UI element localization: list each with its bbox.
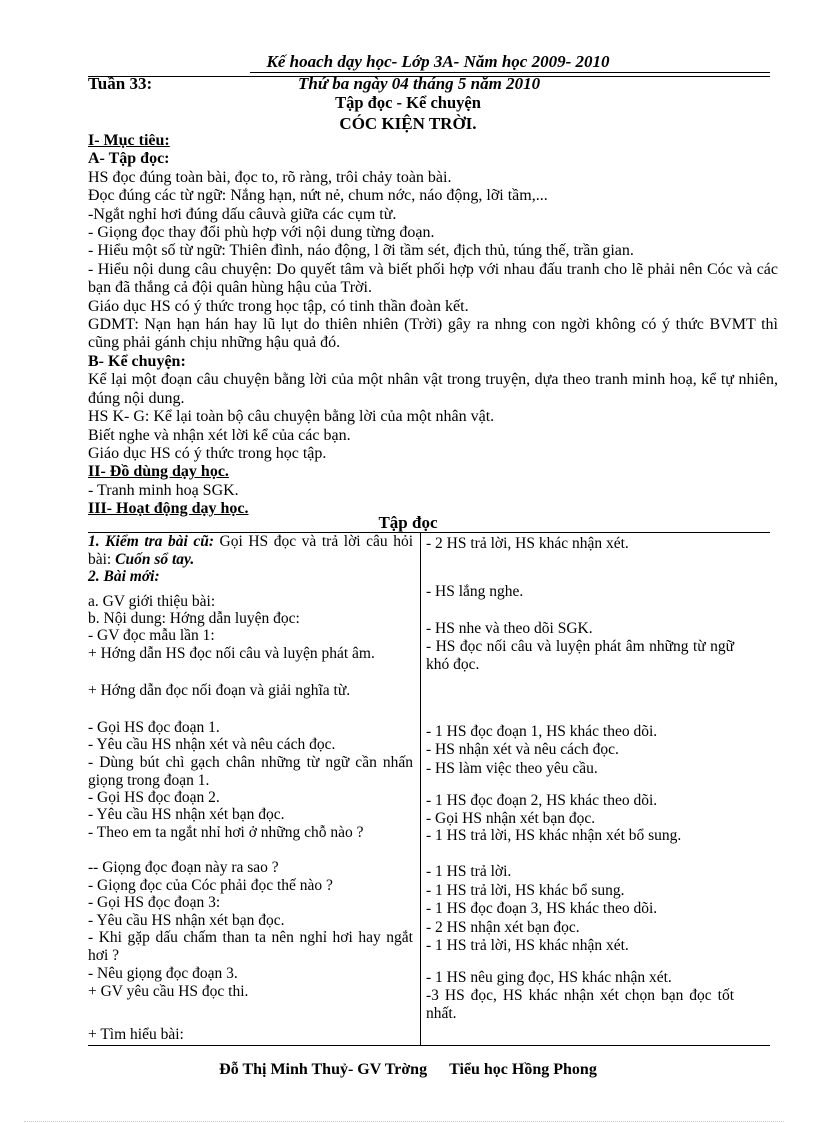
- part-a-line: - Hiểu một số từ ngữ: Thiên đình, náo động, l ỡi tầm sét, địch thủ, túng thế, trần gian.: [88, 242, 634, 260]
- review-text: Gọi HS đọc và trả lời câu hỏi bài:: [88, 533, 414, 568]
- table-title: Tập đọc: [378, 513, 438, 532]
- part-a-line: -Ngắt nghỉ hơi đúng dấu câuvà giữa các cụm từ.: [88, 205, 397, 223]
- part-b-line: HS K- G: Kể lại toàn bộ câu chuyện bằng lời của một nhân vật.: [88, 408, 495, 426]
- table-row: - HS làm việc theo yêu cầu.: [426, 760, 598, 777]
- table-row: + Hớng dẫn đọc nối đoạn và giải nghĩa từ.: [88, 682, 351, 699]
- table-row: - 1 HS trả lời.: [426, 863, 512, 880]
- plan-title: Kế hoach dạy học- Lớp 3A- Năm học 2009- 2010: [266, 52, 610, 71]
- footer-school: Tiểu học Hồng Phong: [449, 1061, 597, 1078]
- materials-line: - Tranh minh hoạ SGK.: [88, 481, 239, 499]
- part-b-line: Kể lại một đoạn câu chuyện bằng lời của một nhân vật trong truyện, dựa theo tranh minh hoạ, kể tự nhiên, đúng nội dung.: [88, 371, 778, 407]
- footer-author: Đỗ Thị Minh Thuỷ- GV Trờng: [219, 1061, 428, 1078]
- table-row: - 1 HS trả lời, HS khác nhận xét bổ sung.: [426, 827, 682, 844]
- table-row: - Nêu giọng đọc đoạn 3.: [88, 965, 238, 982]
- table-row: + Hớng dẫn HS đọc nối câu và luyện phát âm.: [88, 645, 375, 662]
- table-row: - Gọi HS nhận xét bạn đọc.: [426, 810, 596, 827]
- table-row: - 1 HS đọc đoạn 1, HS khác theo dõi.: [426, 723, 658, 740]
- part-a-line: Đọc đúng các từ ngữ: Nắng hạn, nứt nẻ, chum nớc, náo động, lỡi tầm,...: [88, 187, 548, 205]
- table-row: - 1 HS nêu ging đọc, HS khác nhận xét.: [426, 969, 672, 986]
- part-a-line: Giáo dục HS có ý thức trong học tập, có tinh thần đoàn kết.: [88, 297, 469, 315]
- table-bottom-rule: [88, 1045, 770, 1046]
- section-heading-activities: III- Hoạt động dạy học.: [88, 500, 249, 518]
- table-row: - Gọi HS đọc đoạn 3:: [88, 894, 221, 911]
- lesson-date: Thứ ba ngày 04 tháng 5 năm 2010: [298, 74, 541, 93]
- plan-header: [0, 52, 816, 72]
- table-row: - 1 HS trả lời, HS khác nhận xét.: [426, 937, 629, 954]
- part-b-line: Giáo dục HS có ý thức trong học tập.: [88, 444, 327, 462]
- table-row: - Giọng đọc của Cóc phải đọc thế nào ?: [88, 877, 333, 894]
- review-label: 1. Kiểm tra bài cũ:: [88, 533, 214, 550]
- lesson-title: CÓC KIỆN TRỜI.: [339, 114, 477, 133]
- objectives-section: [88, 132, 778, 519]
- header-rule: [250, 72, 770, 73]
- table-row: + Tìm hiểu bài:: [88, 1026, 184, 1043]
- table-row: - HS nhe và theo dõi SGK.: [426, 620, 593, 637]
- table-row: a. GV giới thiệu bài:: [88, 593, 216, 610]
- table-row: - Yêu cầu HS nhận xét và nêu cách đọc.: [88, 736, 336, 753]
- table-column-divider: [420, 532, 421, 1046]
- table-row: - HS lắng nghe.: [426, 583, 524, 600]
- table-row: - 1 HS đọc đoạn 3, HS khác theo dõi.: [426, 900, 658, 917]
- review-book: Cuốn sổ tay.: [115, 550, 195, 568]
- table-row: - 1 HS trả lời, HS khác bổ sung.: [426, 882, 625, 899]
- table-row: - Yêu cầu HS nhận xét bạn đọc.: [88, 806, 285, 823]
- table-row: [88, 533, 413, 568]
- table-row: - 2 HS nhận xét bạn đọc.: [426, 919, 580, 936]
- table-row: - Yêu cầu HS nhận xét bạn đọc.: [88, 912, 285, 929]
- table-row: - Dùng bút chì gạch chân những từ ngữ cần nhấn giọng trong đoạn 1.: [88, 754, 413, 789]
- table-row: - HS đọc nối câu và luyện phát âm những từ ngữ khó đọc.: [426, 638, 734, 673]
- week-label: Tuần 33:: [88, 74, 153, 93]
- part-a-line: HS đọc đúng toàn bài, đọc to, rõ ràng, trôi chảy toàn bài.: [88, 168, 452, 186]
- bottom-dotted-rule: [24, 1121, 784, 1122]
- part-a-heading: A- Tập đọc:: [88, 150, 170, 168]
- table-row: - HS nhận xét và nêu cách đọc.: [426, 741, 619, 758]
- table-row: b. Nội dung: Hớng dẫn luyện đọc:: [88, 610, 300, 627]
- part-a-line: GDMT: Nạn hạn hán hay lũ lụt do thiên nhiên (Trời) gây ra nhng con ngời không có ý thức BVMT thì cũng phải gánh chịu những hậu quả đó.: [88, 316, 778, 352]
- part-a-line: - Giọng đọc thay đổi phù hợp với nội dung từng đoạn.: [88, 224, 435, 242]
- table-row: -- Giọng đọc đoạn này ra sao ?: [88, 859, 279, 876]
- page-footer: [0, 1061, 816, 1079]
- table-row: - Gọi HS đọc đoạn 1.: [88, 719, 220, 736]
- table-row: - Theo em ta ngắt nhỉ hơi ở những chỗ nào ?: [88, 824, 364, 841]
- table-row: + GV yêu cầu HS đọc thi.: [88, 983, 249, 1000]
- section-heading-objectives: I- Mục tiêu:: [88, 132, 170, 149]
- table-row: - 2 HS trả lời, HS khác nhận xét.: [426, 535, 629, 552]
- table-row: - 1 HS đọc đoạn 2, HS khác theo dõi.: [426, 792, 658, 809]
- part-b-heading: B- Kể chuyện:: [88, 352, 186, 370]
- table-row: 2. Bài mới:: [88, 568, 160, 585]
- table-row: -3 HS đọc, HS khác nhận xét chọn bạn đọc tốt nhất.: [426, 987, 734, 1022]
- part-a-line: - Hiểu nội dung câu chuyện: Do quyết tâm và biết phối hợp với nhau đấu tranh cho lẽ phải nên Cóc và các bạn đã thắng cả đội quân hùng hậu của Trời.: [88, 260, 778, 297]
- table-row: - Gọi HS đọc đoạn 2.: [88, 789, 220, 806]
- table-row: - Khi gặp dấu chấm than ta nên nghỉ hơi hay ngắt hơi ?: [88, 929, 413, 964]
- part-b-line: Biết nghe và nhận xét lời kể của các bạn.: [88, 426, 351, 444]
- table-row: - GV đọc mẫu lần 1:: [88, 627, 215, 644]
- section-heading-materials: II- Đồ dùng dạy học.: [88, 463, 229, 481]
- subject-heading: Tập đọc - Kể chuyện: [335, 93, 481, 112]
